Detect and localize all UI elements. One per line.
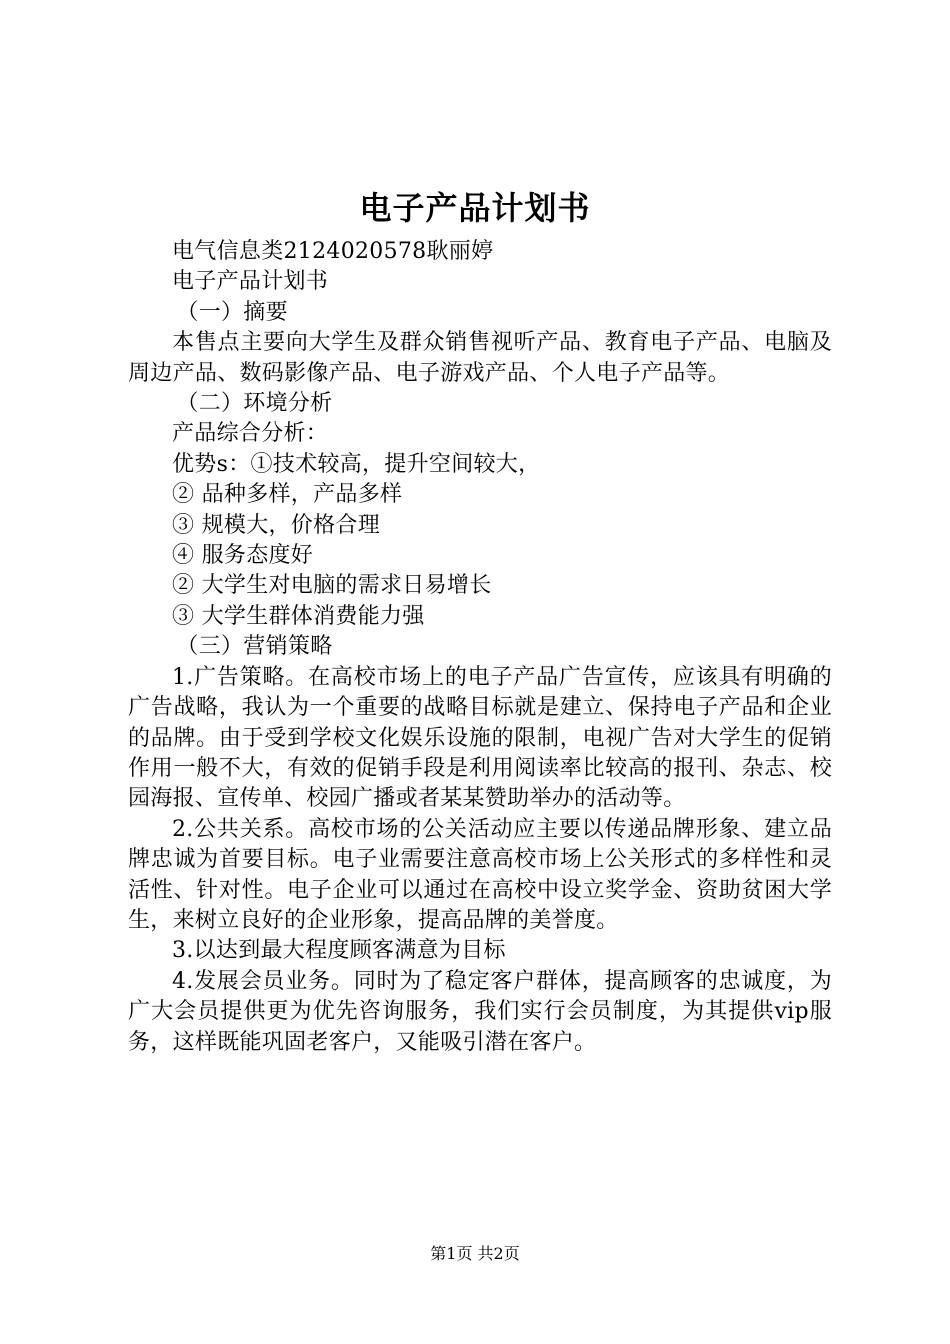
opportunity-item: ② 大学生对电脑的需求日易增长 xyxy=(172,573,492,599)
strength-item: ③ 规模大，价格合理 xyxy=(172,512,380,538)
marketing-paragraph-membership: 4.发展会员业务。同时为了稳定客户群体，提高顾客的忠诚度，为广大会员提供更为优先咨询服务，我们实行会员制度，为其提供vip服务，这样既能巩固老客户，又能吸引潜在客户。 xyxy=(128,968,832,1055)
author-line: 电气信息类2124020578耿丽婷 xyxy=(172,239,494,264)
opportunity-item: ③ 大学生群体消费能力强 xyxy=(172,603,425,629)
marketing-paragraph-public-relations: 2.公共关系。高校市场的公关活动应主要以传递品牌形象、建立品牌忠诚为首要目标。电子业需要注意高校市场上公关形式的多样性和灵活性、针对性。电子企业可以通过在高校中设立奖学金、资助贫困大学生，来树立良好的企业形象，提高品牌的美誉度。 xyxy=(128,816,832,933)
section-heading-marketing: （三）营销策略 xyxy=(176,634,333,660)
strength-item: ② 品种多样，产品多样 xyxy=(172,482,403,508)
strength-item: 优势s：①技术较高，提升空间较大， xyxy=(172,451,541,477)
strength-item: ④ 服务态度好 xyxy=(172,543,314,569)
section-heading-summary: （一）摘要 xyxy=(176,299,288,325)
subtitle-line: 电子产品计划书 xyxy=(172,269,329,295)
document-body xyxy=(128,237,832,1058)
marketing-paragraph-satisfaction: 3.以达到最大程度顾客满意为目标 xyxy=(172,938,506,964)
summary-paragraph: 本售点主要向大学生及群众销售视听产品、教育电子产品、电脑及周边产品、数码影像产品、电子游戏产品、个人电子产品等。 xyxy=(128,330,832,386)
analysis-label: 产品综合分析： xyxy=(172,421,329,447)
marketing-paragraph-advertising: 1.广告策略。在高校市场上的电子产品广告宣传，应该具有明确的广告战略，我认为一个重要的战略目标就是建立、保持电子产品和企业的品牌。由于受到学校文化娱乐设施的限制，电视广告对大学生的促销作用一般不大，有效的促销手段是利用阅读率比较高的报刊、杂志、校园海报、宣传单、校园广播或者某某赞助举办的活动等。 xyxy=(128,664,832,812)
document-title: 电子产品计划书 xyxy=(359,189,591,227)
page-indicator: 第1页 共2页 xyxy=(430,1244,520,1263)
section-heading-environment: （二）环境分析 xyxy=(176,391,333,417)
